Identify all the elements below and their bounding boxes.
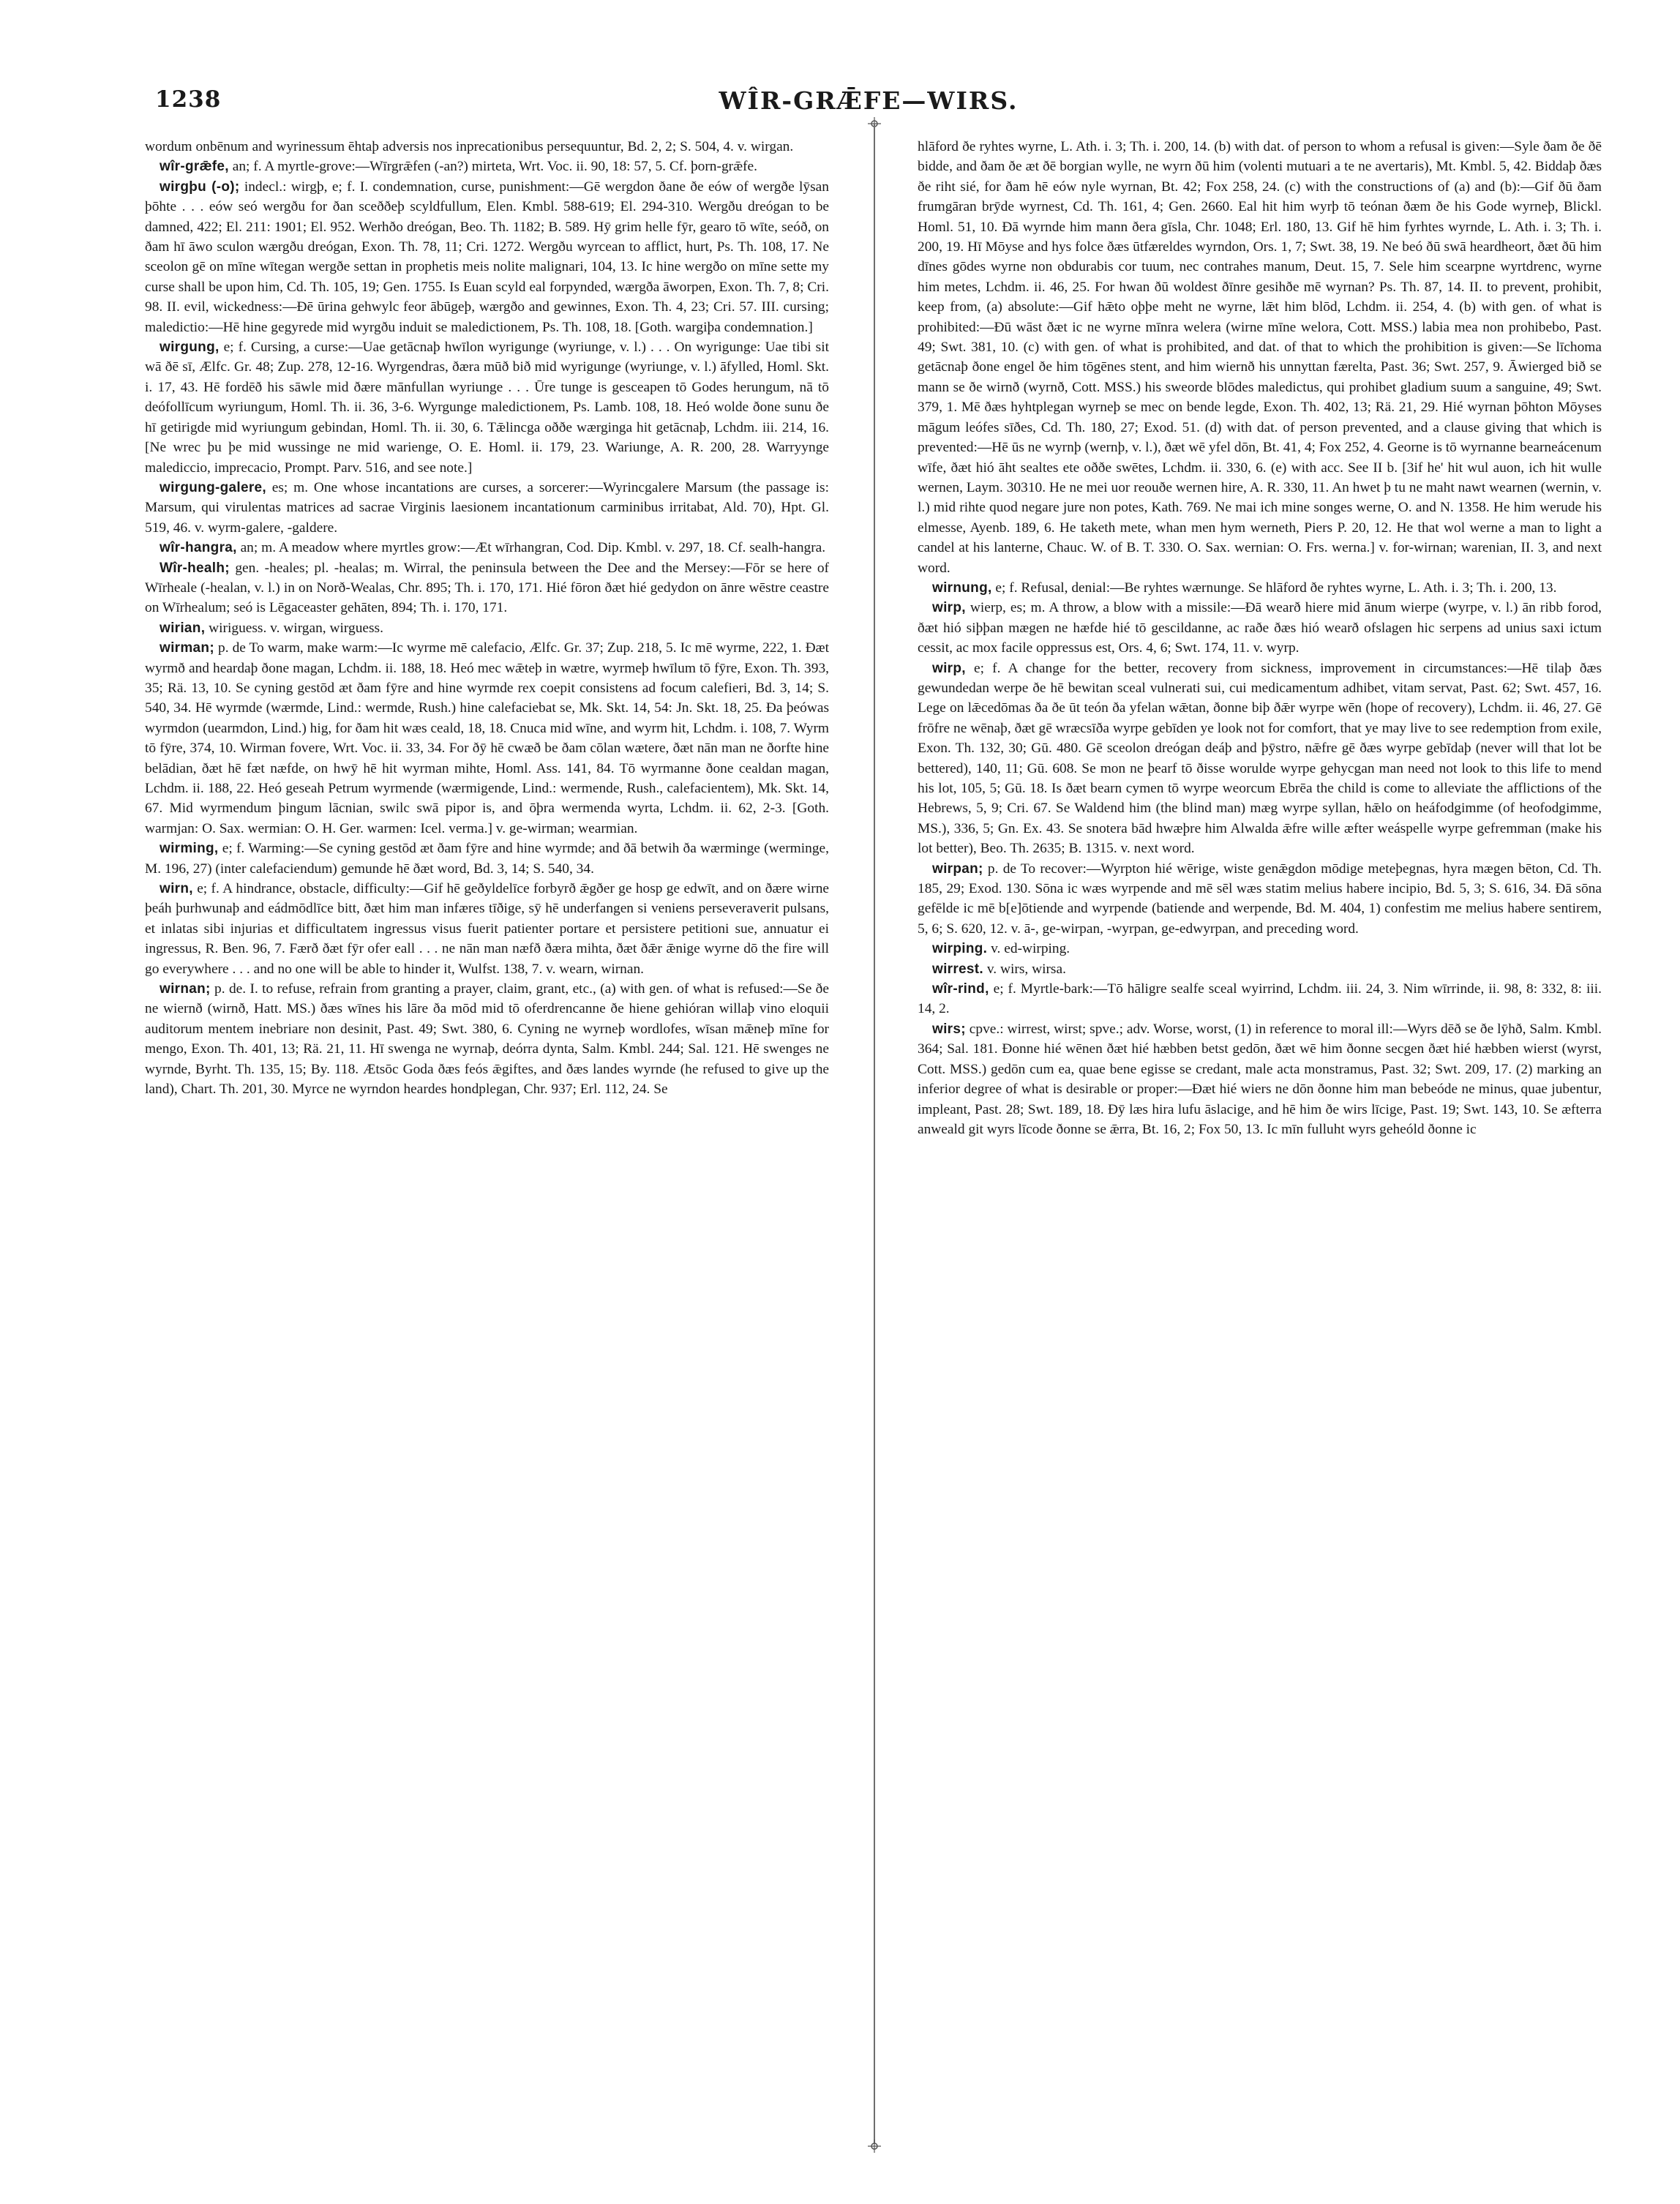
dictionary-entry xyxy=(918,959,1602,979)
entry-text: wordum onbēnum and wyrinessum ēhtaþ adversis nos inprecationibus persequuntur, Bd. 2, 2; S. 504, 4. v. wirgan. xyxy=(145,139,794,154)
entry-text: e; f. Warming:—Se cyning gestōd æt ðam fȳre and hine wyrmde; and ðā betwih ða wærminge (werminge, M. 196, 27) (inter calefaciendum) gemunde hē ðæt word, Bd. 3, 14; S. 540, 34. xyxy=(145,841,829,877)
entry-text: wiriguess. v. wirgan, wirguess. xyxy=(209,620,383,636)
entry-headword: wirman; xyxy=(160,640,214,656)
entry-text: e; f. Cursing, a curse:—Uae getācnaþ hwīlon wyrigunge (wyriunge, v. l.) . . . On wyrigunge: Uae tibi sit wā ðē sī, Ælfc. Gr. 48; Zup. 278, 12-16. Wyrgendras, ðæra mūð bið mid wyrigunge (wyriunge, v. l.) āfylled, Homl. Skt. i. 17, 43. Hē fordēð his sāwle mid ðære mānfullan wyriunge . . . Ūre tunge is gesceapen tō Godes herungum, nā tō deófollīcum wyriungum, Homl. Th. ii. 36, 3-6. Wyrgunge maledictionem, Ps. Lamb. 108, 18. Heó wolde ðone sunu ðe hī getirigde mid wyriungum gebindan, Homl. Th. ii. 30, 6. Tǣlincga oððe wærginga hit getācnaþ, Lchdm. iii. 214, 16. [Ne wrec þu þe mid wussinge ne mid warienge, O. E. Homl. ii. 179, 23. Wariunge, A. R. 200, 28. Warryynge malediccio, imprecacio, Prompt. Parv. 516, and see note.] xyxy=(145,340,829,476)
dictionary-entry xyxy=(918,598,1602,658)
left-column xyxy=(145,137,829,1100)
entry-text: an; m. A meadow where myrtles grow:—Æt wīrhangran, Cod. Dip. Kmbl. v. 297, 18. Cf. sealh-hangra. xyxy=(240,540,826,556)
dictionary-entry xyxy=(918,137,1602,578)
entry-headword: wîr-hangra, xyxy=(160,540,237,556)
entry-headword: wirpan; xyxy=(932,861,983,877)
entry-headword: wirn, xyxy=(160,881,193,897)
column-ornament-bottom-icon xyxy=(866,2138,882,2154)
entry-headword: wirgung-galere, xyxy=(160,479,266,495)
entry-text: e; f. Refusal, denial:—Be ryhtes wærnunge. Se hlāford ðe ryhtes wyrne, L. Ath. i. 3; Th. i. 200, 13. xyxy=(995,580,1557,596)
entry-headword: wîr-grǣfe, xyxy=(160,159,229,175)
entry-headword: wirrest. xyxy=(932,961,983,977)
dictionary-entry xyxy=(145,979,829,1099)
dictionary-entry xyxy=(145,638,829,839)
dictionary-entry xyxy=(145,618,829,638)
entry-text: wierp, es; m. A throw, a blow with a missile:—Ðā wearð hiere mid ānum wierpe (wyrpe, v. l.) ān ribb forod, ðæt hió siþþan mægen ne hæfde hié tō gescildanne, ac raðe ðæs hió wearð ofslagen hic serpens ad unius saxi ictum cessit, ac mox facile oppressus est, Ors. 4, 6; Swt. 174, 11. v. wyrp. xyxy=(918,600,1602,656)
entry-text: p. de To recover:—Wyrpton hié wērige, wiste genǣgdon mōdige meteþegnas, hyra mægen bēton, Cd. Th. 185, 29; Exod. 130. Sōna ic wæs wyrpende and mē sēl wæs statim melius habere incipio, Bd. 5, 3; S. 616, 34. Ðā sōna gefēlde ic mē b[e]ōtiende and wyrpende (batiende and werpende, Bd. M. 404, 1) confestim me melius habere sentirem, 5, 6; S. 620, 12. v. ā-, ge-wirpan, -wyrpan, ge-edwyrpan, and preceding word. xyxy=(918,861,1602,937)
entry-text: p. de To warm, make warm:—Ic wyrme mē calefacio, Ælfc. Gr. 37; Zup. 218, 5. Ic mē wyrme, 222, 1. Ðæt wyrmð and heardaþ ðone magan, Lchdm. ii. 188, 18. Heó mec wǣteþ in wætre, wyrmeþ hwīlum tō fȳre, Exon. Th. 393, 35; Rä. 13, 10. Se cyning gestōd æt ðam fȳre and hine wyrmde rex coepit consistens ad focum calefieri, Bd. 3, 14; S. 540, 34. Hē wyrmde (wærmde, Lind.: wermde, Rush.) hine calefaciebat se, Mk. Skt. 14, 54: Jn. Skt. 18, 25. Ða þeówas wyrmdon (uearmdon, Lind.) hig, for ðam hit wæs ceald, 18, 18. Cnuca mid wīne, and wyrm hit, Lchdm. i. 108, 7. Wyrm tō fȳre, 374, 10. Wirman fovere, Wrt. Voc. ii. 33, 34. For ðȳ hē cwæð be ðam cōlan wætere, ðæt nān man ne ðorfte hine belādian, ðæt hē fæt næfde, on hwȳ hē hit wyrman mihte, Homl. Ass. 141, 84. Tō wyrmanne ðone cealdan magan, Lchdm. ii. 188, 22. Heó geseah Petrum wyrmende (wærmigende, Lind.: wermende, Rush., calefacientem), Mk. Skt. 14, 67. Mid wyrmendum þingum lācnian, swilc swā pipor is, and ōþra wermenda wyrta, Lchdm. ii. 62, 2-3. [Goth. warmjan: O. Sax. wermian: O. H. Ger. warmen: Icel. verma.] v. ge-wirman; wearmian. xyxy=(145,640,829,836)
column-divider xyxy=(874,124,875,2144)
dictionary-entry xyxy=(918,578,1602,598)
entry-text: gen. -heales; pl. -healas; m. Wirral, the peninsula between the Dee and the Mersey:—Fōr se here of Wīrheale (-healan, v. l.) in on Norð-Wealas, Chr. 895; Th. i. 170, 171. Hié fōron ðæt hié gedydon on ānre wēstre ceastre on Wīrhealum; seó is Lēgaceaster gehāten, 894; Th. i. 170, 171. xyxy=(145,560,830,616)
dictionary-entry xyxy=(918,939,1602,959)
entry-text: an; f. A myrtle-grove:—Wīrgrǣfen (-an?) mirteta, Wrt. Voc. ii. 90, 18: 57, 5. Cf. þorn-grǣfe. xyxy=(232,159,757,175)
dictionary-entry xyxy=(145,137,829,157)
dictionary-entry xyxy=(918,659,1602,859)
entry-text: p. de. I. to refuse, refrain from granting a prayer, claim, grant, etc., (a) with gen. of what is refused:—Se ðe ne wiernð (wirnð, Hatt. MS.) ðæs wīnes his lāre ða mōd mid tō oferdrencanne ðe hiene gehióran willaþ vino eloquii auditorum mentem inebriare non desinit, Past. 49; Swt. 380, 6. Cyning ne wyrneþ wordlofes, wīsan mǣneþ mīne for mengo, Exon. Th. 401, 13; Rä. 21, 11. Hī swenga ne wyrnaþ, deórra dynta, Salm. Kmbl. 244; Sal. 121. Hē swenges ne wyrnde, Byrht. Th. 135, 15; By. 118. Ætsōc Goda ðæs feós ǣgiftes, and ðæs landes wyrnde (he refused to give up the land), Chart. Th. 201, 30. Myrce ne wyrndon heardes hondplegan, Chr. 937; Erl. 112, 24. Se xyxy=(145,981,829,1098)
dictionary-entry xyxy=(145,157,829,176)
entry-headword: wirming, xyxy=(160,841,219,857)
page-number: 1238 xyxy=(155,86,222,113)
entry-headword: wirian, xyxy=(160,620,206,636)
dictionary-entry xyxy=(145,337,829,478)
dictionary-entry xyxy=(918,1019,1602,1139)
page-header xyxy=(155,86,1582,119)
entry-headword: wirp, xyxy=(932,600,966,616)
dictionary-entry xyxy=(145,177,829,337)
running-head: WÎR-GRǢFE—WIRS. xyxy=(719,86,1019,115)
entry-headword: wîr-rind, xyxy=(932,981,989,997)
entry-text: e; f. A change for the better, recovery from sickness, improvement in circumstances:—Hē tilaþ ðæs gewundedan werpe ðe hē bewitan sceal vulnerati sui, cui medicamentum adhibet, vitam servat, Past. 62; Swt. 457, 16. Lege on lǣcedōmas ða ðe ūt teón ða yfelan wǣtan, ðonne biþ ðǣr wyrpe wēn (hope of recovery), Lchdm. ii. 46, 27. Gē frōfre ne wēnaþ, ðæt gē wræcsīða wyrpe gebīden ye look not for comfort, that ye may live to see redemption from exile, Exon. Th. 132, 30; Gū. 480. Gē sceolon dreógan deáþ and þȳstro, nǣfre gē ðæs wyrpe gebīdaþ (never will that lot be bettered), 140, 11; Gū. 608. Se mon ne þearf tō ðisse worulde wyrpe gehycgan man need not look to this life to mend his lot, 105, 5; Gū. 18. Is ðæt bearn cymen tō wyrpe weorcum Ebrēa the child is come to alleviate the afflictions of the Hebrews, 5, 9; Cri. 67. Se Waldend him (the blind man) mæg wyrpe syllan, hǣlo on heáfodgimme (of heofodgimme, MS.), 336, 5; Gn. Ex. 43. Se snotera bād hwæþre him Alwalda ǣfre wille æfter weáspelle wyrpe gefremman (make his lot better), Beo. Th. 2635; B. 1315. v. next word. xyxy=(918,660,1602,857)
dictionary-entry xyxy=(918,859,1602,940)
entry-headword: Wîr-healh; xyxy=(160,560,230,576)
entry-text: v. ed-wirping. xyxy=(991,941,1070,957)
entry-headword: wirgþu (-o); xyxy=(160,179,240,195)
right-column xyxy=(918,137,1602,1139)
entry-headword: wirgung, xyxy=(160,340,220,356)
entry-headword: wirping. xyxy=(932,941,988,957)
entry-text: indecl.: wirgþ, e; f. I. condemnation, curse, punishment:—Gē wergdon ðane ðe eów of wergðe lȳsan þōhte . . . eów seó wergðu for ðan sceððeþ scyldfullum, Elen. Kmbl. 588-619; El. 294-310. Wergðu dreógan to be damned, 422; El. 211: 1901; El. 952. Werhðo dreógan, Beo. Th. 1182; B. 589. Hȳ grim helle fȳr, gearo tō wīte, seóð, on ðam hī āwo sculon wærgðu dreógan, Exon. Th. 78, 11; Cri. 1272. Wergðu wyrcean to afflict, hurt, Ps. Th. 108, 17. Ne sceolon gē on mīne wītegan wergðe settan in prophetis meis nolite malignari, 104, 13. Ic hine wergðo on mīne sette my curse shall be upon him, Cd. Th. 105, 19; Gen. 1755. Is Euan scyld eal forpynded, wærgða āworpen, Exon. Th. 7, 8; Cri. 98. II. evil, wickedness:—Ðē ūrina gehwylc feor ābūgeþ, wærgðo and gewinnes, Exon. Th. 4, 23; Cri. 57. III. cursing; maledictio:—Hē hine gegyrede mid wyrgðu induit se maledictionem, Ps. Th. 108, 18. [Goth. wargiþa condemnation.] xyxy=(145,179,829,335)
entry-text: e; f. A hindrance, obstacle, difficulty:—Gif hē geðyldelīce forbyrð ǣgðer ge hosp ge edwīt, and on ðære wirne þeáh þurhwunaþ and eádmōdlīce bitt, ðæt him man infæres tīðige, sȳ hē underfangen si veniens perseveraverit pulsans, et inlatas sibi injurias et difficultatem ingressus visus fuerit patienter portare et persistere petitioni sue, annuatur ei ingressus, R. Ben. 96, 7. Færð ðæt fȳr ofer eall . . . ne nān man næfð ðæra mihta, ðæt ðǣr ǣnige wyrne dō the fire will go everywhere . . . and no one will be able to hinder it, Wulfst. 138, 7. v. wearn, wirnan. xyxy=(145,881,829,977)
dictionary-entry xyxy=(145,538,829,558)
entry-headword: wirs; xyxy=(932,1021,966,1037)
entry-text: hlāford ðe ryhtes wyrne, L. Ath. i. 3; Th. i. 200, 14. (b) with dat. of person to whom a refusal is given:—Syle ðam ðe ðē bidde, and ðam ðe æt ðē borgian wylle, ne wyrn ðū him (volenti mutuari a te ne avertaris), Mt. Kmbl. 5, 42. Biddaþ ðæs ðe riht sié, for ðam hē eów nyle wyrnan, Bt. 42; Fox 258, 24. (c) with the constructions of (a) and (b):—Gif ðū ðam frumgāran brȳde wyrnest, Cd. Th. 161, 4; Gen. 2660. Eal hit him wyrþ tō teónan ðæm ðe his Gode wyrneþ, Blickl. Homl. 51, 10. Ðā wyrnde him mann ðera gīsla, Chr. 1048; Erl. 180, 13. Gif hē him fyrhtes wyrnde, L. Ath. i. 3; Th. i. 200, 19. Hī Mōyse and hys folce ðæs ūtfæreldes wyrndon, Ors. 1, 7; Swt. 38, 19. Ne beó ðū swā heardheort, ðæt ðū him dīnes gōdes wyrne non obdurabis cor tuum, nec contrahes manum, Deut. 15, 7. Sele him scearpne wyrtdrenc, wyrne him metes, Lchdm. ii. 46, 25. For hwan ðū woldest ðīnre gesihðe mē wyrnan? Ps. Th. 87, 14. II. to prevent, prohibit, keep from, (a) absolute:—Gif hǣto oþþe meht ne wyrne, lǣt him blōd, Lchdm. ii. 254, 4. (b) with gen. of what is prohibited:—Ðū wāst ðæt ic ne wyrne mīnra welera (wirne mīne welora, Cott. MSS.) labia mea non prohibebo, Past. 49; Swt. 381, 10. (c) with gen. of what is prohibited, and dat. of that to which the prohibition is given:—Se līchoma getācnaþ ðone engel ðe him tōgēnes stent, and him wiernð his unnyttan færelta, Past. 36; Swt. 257, 9. Āwierged bið se mann se ðe wirnð (wyrnð, Cott. MSS.) his sweorde blōdes maledictus, qui prohibet gladium suum a sanguine, 49; Swt. 379, 1. Mē ðæs hyhtplegan wyrneþ se mec on bende legde, Exon. Th. 402, 13; Rä. 21, 29. Hié wyrnan þōhton Mōyses māgum leófes sīðes, Cd. Th. 180, 27; Exod. 51. (d) with dat. of person prevented, and a clause giving that which is prevented:—Hē ūs ne wyrnþ (wernþ, v. l.), ðæt wē yfel dōn, Bt. 41, 4; Fox 252, 4. Georne is tō wyrnanne bearneácenum wīfe, ðæt hió āht sealtes ete oððe swētes, Lchdm. ii. 330, 6. (e) with acc. See II b. [3if he' hit wul auon, ich hit wulle wernen, Laym. 30310. He ne mei uor reouðe wernen hire, A. R. 330, 11. An hwet þ tu ne maht nawt wearnen (wernin, v. l.) mid rihte quod negare jure non potes, Kath. 769. Ne mai ich mine songes werne, O. and N. 1358. He him werude his elmesse, Ayenb. 189, 6. He taketh mete, whan men hym werneth, Piers P. 20, 12. He that wol werne a man to light a candel at his lanterne, Chauc. W. of B. T. 330. O. Sax. wernian: O. Frs. werna.] v. for-wirnan; warenian, II. 3, and next word. xyxy=(918,139,1602,576)
dictionary-entry xyxy=(145,879,829,979)
dictionary-entry xyxy=(145,558,829,618)
dictionary-entry xyxy=(145,839,829,879)
dictionary-entry xyxy=(918,979,1602,1019)
entry-text: cpve.: wirrest, wirst; spve.; adv. Worse, worst, (1) in reference to moral ill:—Wyrs dēð se ðe lȳhð, Salm. Kmbl. 364; Sal. 181. Ðonne hié wēnen ðæt hié hæbben betst gedōn, ðæt wē him ðonne secgen ðæt hié hæbben wierst (wyrst, Cott. MSS.) gedōn cum ea, quae bene egisse se credant, male acta monstramus, Past. 32; Swt. 209, 17. (2) marking an inferior degree of what is desirable or proper:—Ðæt hié wiers ne dōn ðonne him man bebeóde ne minus, quae jubentur, impleant, Past. 28; Swt. 189, 18. Ðȳ læs hira lufu āslacige, and hē him ðe wirs līcige, Past. 19; Swt. 143, 10. Se æfterra anweald git wyrs līcode ðonne se ǣrra, Bt. 16, 2; Fox 50, 13. Ic mīn fulluht wyrs geheóld ðonne ic xyxy=(918,1021,1602,1137)
entry-text: v. wirs, wirsa. xyxy=(986,961,1066,977)
entry-text: e; f. Myrtle-bark:—Tō hāligre sealfe sceal wyirrind, Lchdm. iii. 24, 3. Nim wīrrinde, ii. 98, 8: 332, 8: iii. 14, 2. xyxy=(918,981,1602,1017)
entry-text: es; m. One whose incantations are curses, a sorcerer:—Wyrincgalere Marsum (the passage is: Marsum, qui virulentas matrices ad sacrae Virginis laesionem incantationum carminibus irritabat, Ald. 70), Hpt. Gl. 519, 46. v. wyrm-galere, -galdere. xyxy=(145,479,829,536)
dictionary-entry xyxy=(145,478,829,538)
entry-headword: wirp, xyxy=(932,660,966,676)
entry-headword: wirnung, xyxy=(932,580,992,596)
entry-headword: wirnan; xyxy=(160,981,211,997)
